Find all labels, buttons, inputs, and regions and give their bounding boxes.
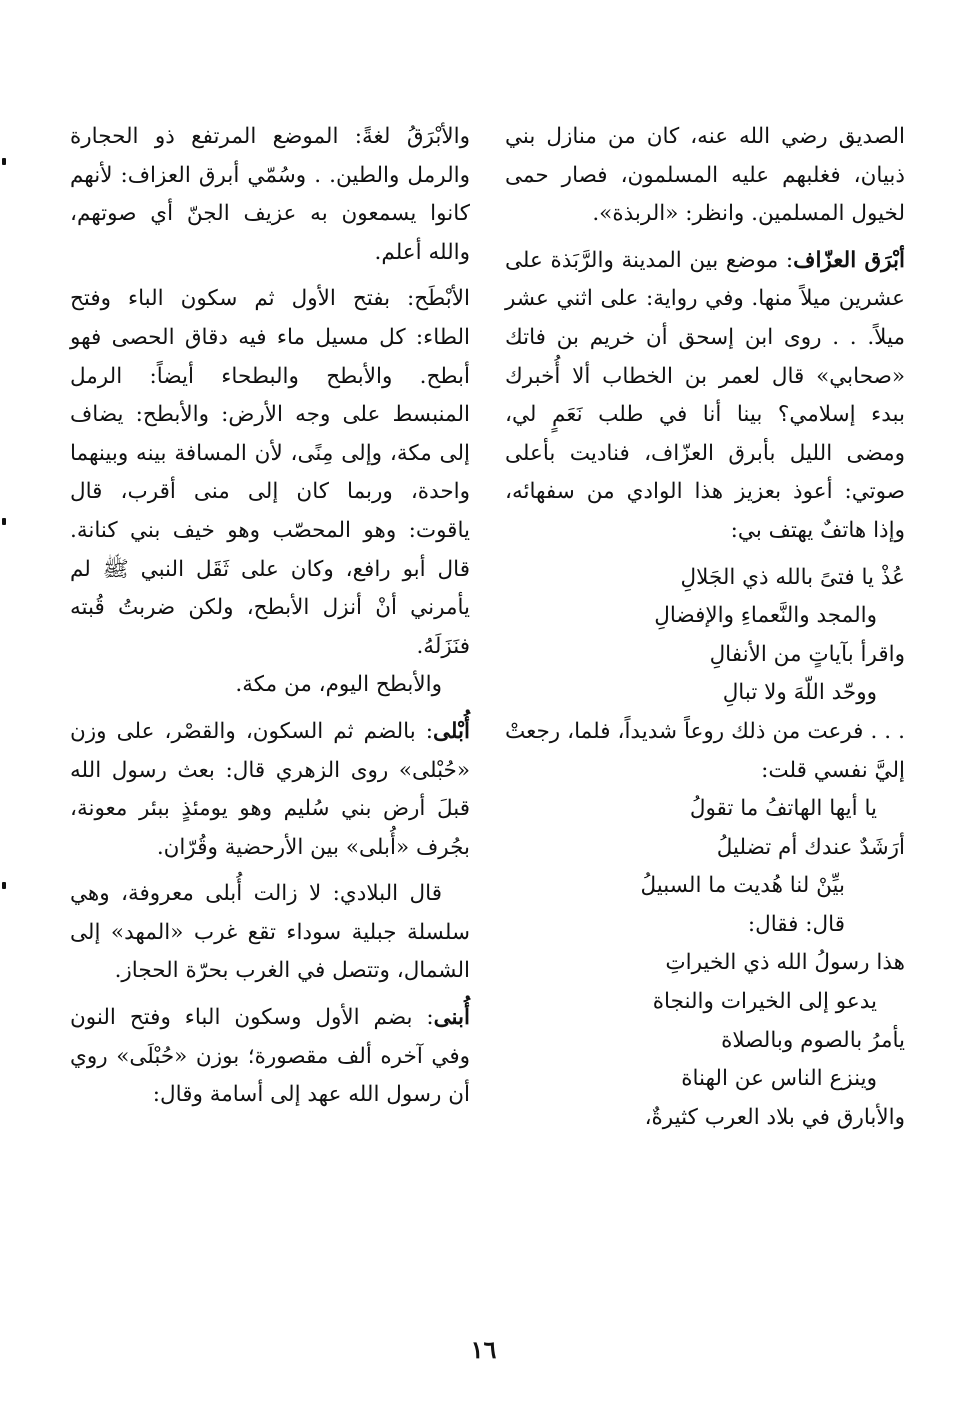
verse-line: هذا رسولُ الله ذي الخيراتِ [665, 950, 905, 976]
margin-mark [2, 158, 6, 165]
paragraph-abraq-definition: والأبْرَقُ لغةً: الموضع المرتفع ذو الحجارة والرمل والطين. . وسُمّي أبرق العزاف: لأنهم كانوا يسمعون به عزيف الجنّ أي صوتهم، والله أعلم. [70, 124, 470, 265]
entry-body: : بالضم ثم السكون، والقصْر، على وزن «حُبْلى» روى الزهري قال: بعث رسول الله قبلَ أرض بني سُليم وهو يومئذٍ ببئر معونة، بجُرف «أُبلى» بين الأرحضية وقُرّان. [70, 718, 470, 860]
verse-line: ووحّد اللّهَ ولا تبالِ [722, 680, 877, 706]
narration-line: قال: فقال: [747, 911, 845, 937]
paragraph-abtah-today: والأبطح اليوم، من مكة. [235, 672, 442, 698]
entry-body: : موضع بين المدينة والرَّبَذة على عشرين ميلاً منها. وفي رواية: على اثني عشر ميلاً. . . روى ابن إسحق أن خريم بن فاتك «صحابي» قال لعمر بن الخطاب ألا أُخبرك ببدء إسلامي؟ بينا أنا في طلب نَعَمٍ لي، ومضى الليل بأبرق العزّاف، فناديت بأعلى صوتي: أعوذ بعزيز هذا الوادي من سفهائه، وإذا هاتفٌ يهتف بي: [505, 247, 905, 543]
paragraph-rabadha-ref: الصديق رضي الله عنه، كان من منازل بني ذبيان، فغلبهم عليه المسلمون، فصار حمى لخيول المسلمين. وانظر: «الربذة». [505, 124, 905, 227]
paragraph-biladi: قال البلادي: لا زالت أُبلى معروفة، وهي سلسلة جبلية سوداء تقع غرب «المهد» إلى الشمال، وتتصل في الغرب بحرّة الحجاز. [70, 881, 470, 984]
margin-mark [2, 518, 6, 525]
verse-line: أرَشَدٌ عندك أم تضليلُ [716, 834, 905, 860]
closing-line: والأبارق في بلاد العرب كثيرةٌ، [644, 1104, 905, 1130]
entry-body: : بضم الأول وسكون الباء وفتح النون وفي آخره ألف مقصورة؛ بوزن «حُبْلَى» روي أن رسول الله عهد إلى أسامة وقال: [70, 1005, 470, 1108]
entry-heading: أُبْلى [433, 718, 470, 744]
entry-ubna [70, 999, 470, 1115]
entry-abraq-al-azzaf [505, 242, 905, 551]
verse-line: وينزع الناس عن الهناة [681, 1066, 877, 1092]
page-number: ١٦ [470, 1335, 497, 1364]
narration-paragraph: . . . فرعت من ذلك روعاً شديداً، فلما، رجعتْ إليَّ نفسي قلت: [505, 718, 905, 783]
right-column [505, 118, 905, 1137]
entry-body: : بفتح الأول ثم سكون الباء وفتح الطاء: كل مسيل ماء فيه دقاق الحصى فهو أبطح. والأبطح والبطحاء أيضاً: الرمل المنبسط على وجه الأرض: والأبطح: يضاف إلى مكة، وإلى مِنًى، لأن المسافة بينه وبينهما واحدة، وربما كان إلى منى أقرب، قال ياقوت: وهو المحصّب وهو خيف بني كنانة. قال أبو رافع، وكان على ثَقَل النبي ﷺ لم يأمرني أنْ أنزل الأبطح، ولكن ضربتُ قُبته فنَزَلَهُ. [70, 286, 470, 659]
entry-heading: أُبنى [433, 1005, 470, 1031]
entry-heading: الأبْطَح [414, 286, 470, 312]
verse-line: يدعو إلى الخيرات والنجاة [652, 989, 877, 1015]
verse-line: بيِّنْ لنا هُديت ما السبيلُ [640, 873, 845, 899]
verse-line: واقرأ بآياتٍ من الأنفالِ [709, 641, 905, 667]
verse-line: عُذْ يا فتىً بالله ذي الجَلالِ [680, 564, 905, 590]
entry-ubla [70, 713, 470, 867]
margin-mark [2, 882, 6, 889]
left-column [70, 118, 470, 1123]
verse-line: والمجد والنَّعماءِ والإفضالِ [654, 603, 877, 629]
entry-heading: أبْرَق العزّاف [793, 247, 905, 273]
verse-line: يأمرُ بالصوم وبالصلاة [721, 1027, 905, 1053]
verse-line: يا أيها الهاتفُ ما تقولُ [689, 796, 877, 822]
entry-al-abtah [70, 280, 470, 666]
